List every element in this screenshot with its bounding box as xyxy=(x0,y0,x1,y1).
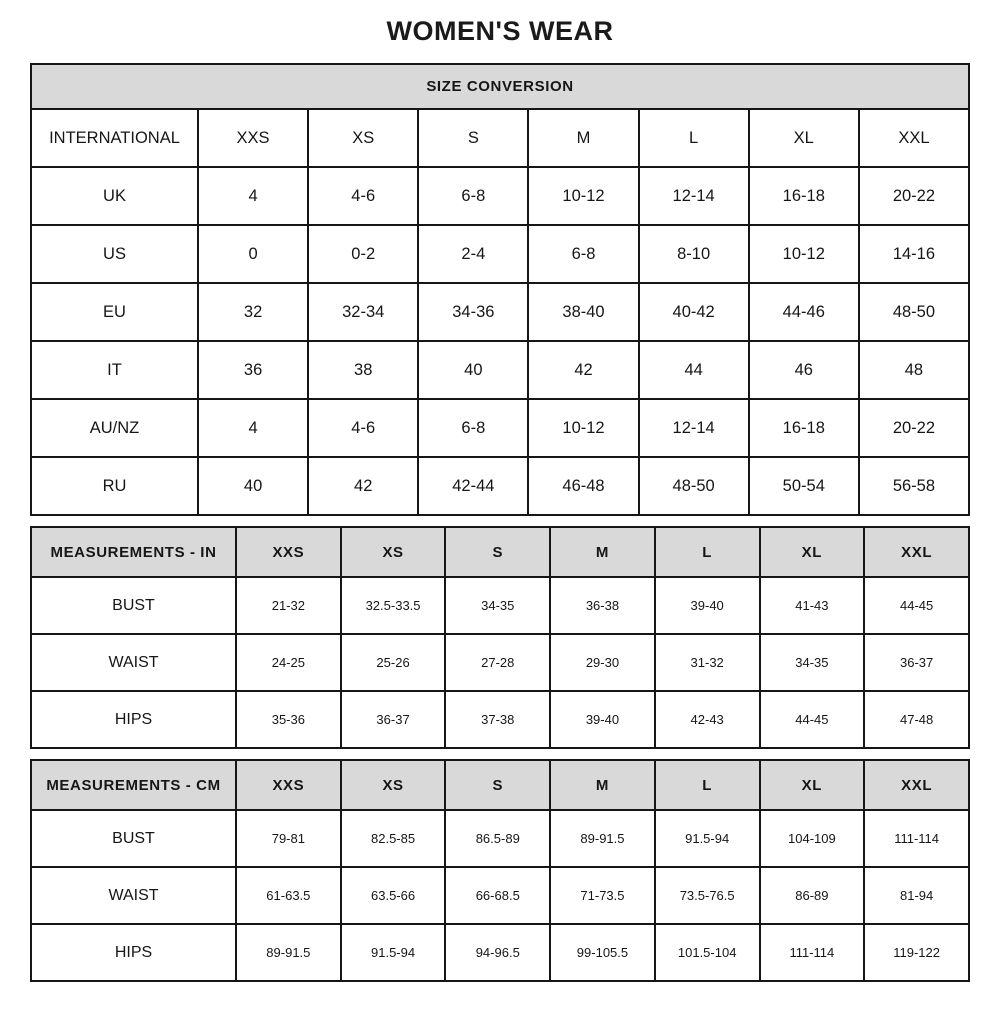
measurement-value-cell: 71-73.5 xyxy=(550,867,655,924)
measurement-value-cell: 44-45 xyxy=(760,691,865,748)
region-row-label: US xyxy=(31,225,198,283)
size-value-cell: 48-50 xyxy=(639,457,749,515)
size-value-cell: 12-14 xyxy=(639,167,749,225)
size-value-cell: 20-22 xyxy=(859,399,969,457)
measurements-in-head xyxy=(31,527,969,577)
size-column-header: XXL xyxy=(859,109,969,167)
measurement-value-cell: 47-48 xyxy=(864,691,969,748)
size-value-cell: 50-54 xyxy=(749,457,859,515)
measurements-in-header: MEASUREMENTS - IN xyxy=(31,527,236,577)
measurement-value-cell: 42-43 xyxy=(655,691,760,748)
measurement-value-cell: 91.5-94 xyxy=(341,924,446,981)
measurement-value-cell: 32.5-33.5 xyxy=(341,577,446,634)
size-value-cell: 16-18 xyxy=(749,399,859,457)
measurement-value-cell: 39-40 xyxy=(550,691,655,748)
size-value-cell: 10-12 xyxy=(749,225,859,283)
measurements-in-columns-row xyxy=(31,527,969,577)
size-column-header: M xyxy=(528,109,638,167)
size-value-cell: 38 xyxy=(308,341,418,399)
size-value-cell: 48-50 xyxy=(859,283,969,341)
measurement-value-cell: 99-105.5 xyxy=(550,924,655,981)
size-value-cell: 4-6 xyxy=(308,399,418,457)
size-value-cell: 2-4 xyxy=(418,225,528,283)
size-value-cell: 46 xyxy=(749,341,859,399)
measurement-value-cell: 82.5-85 xyxy=(341,810,446,867)
table-row xyxy=(31,225,969,283)
table-row xyxy=(31,341,969,399)
size-column-header: L xyxy=(655,527,760,577)
size-value-cell: 40 xyxy=(198,457,308,515)
measurement-value-cell: 34-35 xyxy=(445,577,550,634)
measurement-row-label: BUST xyxy=(31,810,236,867)
size-value-cell: 34-36 xyxy=(418,283,528,341)
size-value-cell: 12-14 xyxy=(639,399,749,457)
table-row xyxy=(31,167,969,225)
measurement-value-cell: 111-114 xyxy=(864,810,969,867)
measurement-row-label: BUST xyxy=(31,577,236,634)
measurement-value-cell: 37-38 xyxy=(445,691,550,748)
measurement-value-cell: 79-81 xyxy=(236,810,341,867)
measurement-value-cell: 29-30 xyxy=(550,634,655,691)
measurement-row-label: HIPS xyxy=(31,924,236,981)
measurement-value-cell: 104-109 xyxy=(760,810,865,867)
region-row-label: EU xyxy=(31,283,198,341)
measurement-value-cell: 94-96.5 xyxy=(445,924,550,981)
size-column-header: XXS xyxy=(236,760,341,810)
size-conversion-columns-row xyxy=(31,109,969,167)
size-value-cell: 10-12 xyxy=(528,167,638,225)
measurement-value-cell: 39-40 xyxy=(655,577,760,634)
size-value-cell: 44-46 xyxy=(749,283,859,341)
size-column-header: XXL xyxy=(864,760,969,810)
measurement-value-cell: 86.5-89 xyxy=(445,810,550,867)
page-title: WOMEN'S WEAR xyxy=(386,16,614,46)
measurement-value-cell: 66-68.5 xyxy=(445,867,550,924)
size-value-cell: 0 xyxy=(198,225,308,283)
table-row xyxy=(31,691,969,748)
measurements-cm-head xyxy=(31,760,969,810)
region-row-label: RU xyxy=(31,457,198,515)
size-column-header: S xyxy=(445,760,550,810)
measurement-value-cell: 63.5-66 xyxy=(341,867,446,924)
size-value-cell: 32 xyxy=(198,283,308,341)
measurements-cm-table xyxy=(30,759,970,982)
size-column-header: XXL xyxy=(864,527,969,577)
size-column-header: S xyxy=(418,109,528,167)
size-value-cell: 48 xyxy=(859,341,969,399)
size-value-cell: 56-58 xyxy=(859,457,969,515)
size-value-cell: 20-22 xyxy=(859,167,969,225)
size-value-cell: 42 xyxy=(308,457,418,515)
size-value-cell: 10-12 xyxy=(528,399,638,457)
table-row xyxy=(31,399,969,457)
measurement-value-cell: 31-32 xyxy=(655,634,760,691)
measurement-value-cell: 44-45 xyxy=(864,577,969,634)
size-value-cell: 40-42 xyxy=(639,283,749,341)
size-column-header: L xyxy=(639,109,749,167)
size-value-cell: 6-8 xyxy=(418,399,528,457)
size-value-cell: 38-40 xyxy=(528,283,638,341)
size-value-cell: 42-44 xyxy=(418,457,528,515)
measurement-value-cell: 41-43 xyxy=(760,577,865,634)
international-label: INTERNATIONAL xyxy=(31,109,198,167)
size-conversion-body xyxy=(31,167,969,515)
measurement-value-cell: 36-37 xyxy=(864,634,969,691)
measurement-value-cell: 36-38 xyxy=(550,577,655,634)
measurement-row-label: WAIST xyxy=(31,867,236,924)
measurement-value-cell: 81-94 xyxy=(864,867,969,924)
size-value-cell: 6-8 xyxy=(418,167,528,225)
measurement-value-cell: 91.5-94 xyxy=(655,810,760,867)
measurement-row-label: HIPS xyxy=(31,691,236,748)
size-conversion-table xyxy=(30,63,970,516)
size-value-cell: 4-6 xyxy=(308,167,418,225)
measurement-value-cell: 24-25 xyxy=(236,634,341,691)
size-column-header: XXS xyxy=(198,109,308,167)
size-value-cell: 4 xyxy=(198,167,308,225)
size-column-header: M xyxy=(550,527,655,577)
measurements-cm-columns-row xyxy=(31,760,969,810)
measurement-value-cell: 89-91.5 xyxy=(236,924,341,981)
size-value-cell: 6-8 xyxy=(528,225,638,283)
size-column-header: XS xyxy=(341,760,446,810)
measurement-value-cell: 61-63.5 xyxy=(236,867,341,924)
size-value-cell: 0-2 xyxy=(308,225,418,283)
size-column-header: L xyxy=(655,760,760,810)
size-conversion-head xyxy=(31,64,969,167)
size-column-header: M xyxy=(550,760,655,810)
measurement-value-cell: 73.5-76.5 xyxy=(655,867,760,924)
size-value-cell: 4 xyxy=(198,399,308,457)
size-value-cell: 16-18 xyxy=(749,167,859,225)
measurement-value-cell: 27-28 xyxy=(445,634,550,691)
table-row xyxy=(31,577,969,634)
measurement-value-cell: 89-91.5 xyxy=(550,810,655,867)
size-value-cell: 40 xyxy=(418,341,528,399)
measurement-value-cell: 35-36 xyxy=(236,691,341,748)
size-value-cell: 32-34 xyxy=(308,283,418,341)
measurement-row-label: WAIST xyxy=(31,634,236,691)
region-row-label: IT xyxy=(31,341,198,399)
size-column-header: XS xyxy=(308,109,418,167)
measurement-value-cell: 34-35 xyxy=(760,634,865,691)
table-title-row xyxy=(31,64,969,109)
size-conversion-header: SIZE CONVERSION xyxy=(31,64,969,109)
size-value-cell: 14-16 xyxy=(859,225,969,283)
measurement-value-cell: 86-89 xyxy=(760,867,865,924)
size-column-header: XL xyxy=(760,760,865,810)
table-row xyxy=(31,867,969,924)
size-column-header: S xyxy=(445,527,550,577)
measurements-cm-body xyxy=(31,810,969,981)
size-column-header: XXS xyxy=(236,527,341,577)
measurement-value-cell: 101.5-104 xyxy=(655,924,760,981)
measurement-value-cell: 25-26 xyxy=(341,634,446,691)
measurement-value-cell: 36-37 xyxy=(341,691,446,748)
size-column-header: XL xyxy=(760,527,865,577)
measurement-value-cell: 119-122 xyxy=(864,924,969,981)
size-value-cell: 46-48 xyxy=(528,457,638,515)
table-row xyxy=(31,810,969,867)
region-row-label: AU/NZ xyxy=(31,399,198,457)
measurement-value-cell: 111-114 xyxy=(760,924,865,981)
size-value-cell: 36 xyxy=(198,341,308,399)
size-value-cell: 42 xyxy=(528,341,638,399)
table-row xyxy=(31,924,969,981)
region-row-label: UK xyxy=(31,167,198,225)
measurements-in-body xyxy=(31,577,969,748)
size-column-header: XL xyxy=(749,109,859,167)
table-row xyxy=(31,457,969,515)
size-value-cell: 8-10 xyxy=(639,225,749,283)
size-column-header: XS xyxy=(341,527,446,577)
table-row xyxy=(31,634,969,691)
table-row xyxy=(31,283,969,341)
measurements-cm-header: MEASUREMENTS - CM xyxy=(31,760,236,810)
size-value-cell: 44 xyxy=(639,341,749,399)
measurement-value-cell: 21-32 xyxy=(236,577,341,634)
measurements-in-table xyxy=(30,526,970,749)
